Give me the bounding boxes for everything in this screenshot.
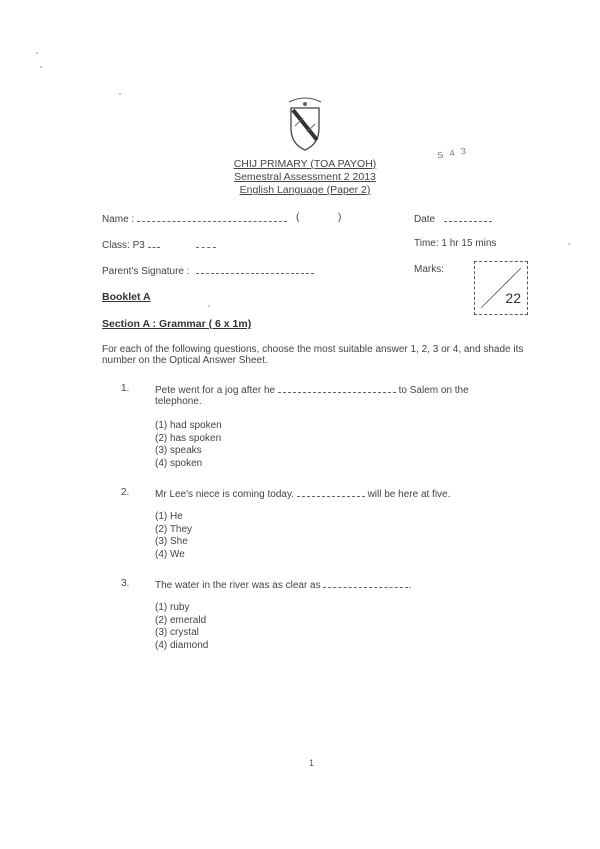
scan-speck	[119, 93, 121, 95]
question-1-line2: telephone.	[155, 396, 202, 407]
scan-speck	[36, 52, 38, 54]
option: (1) He	[155, 511, 183, 522]
instructions: For each of the following questions, choose the most suitable answer 1, 2, 3 or 4, and shade its number on the Optical Answer Sheet.	[102, 344, 524, 366]
question-1-blank	[278, 383, 396, 393]
marks-total: 22	[505, 290, 521, 306]
question-2-before: Mr Lee's niece is coming today.	[155, 489, 295, 500]
question-number: 3.	[121, 578, 130, 589]
class-blank-2	[196, 238, 216, 248]
option: (4) spoken	[155, 457, 203, 469]
question-3-text	[155, 578, 535, 592]
parent-signature-field	[102, 264, 314, 277]
class-value: P3	[132, 240, 145, 251]
assessment-title: Semestral Assessment 2 2013	[234, 171, 376, 183]
question-2-text	[155, 487, 535, 501]
option: (4) diamond	[155, 639, 209, 651]
scan-speck	[568, 243, 570, 245]
date-label: Date	[414, 214, 436, 225]
school-name: CHIJ PRIMARY (TOA PAYOH)	[233, 158, 377, 170]
question-3-before: The water in the river was as clear as	[155, 580, 321, 591]
class-label: Class:	[102, 240, 130, 251]
parent-signature-label: Parent's Signature :	[102, 266, 190, 277]
option: (2) emerald	[155, 614, 207, 626]
option: (4) We	[155, 548, 185, 560]
option: (2) They	[155, 523, 193, 535]
booklet-heading: Booklet A	[102, 291, 151, 303]
question-1-options	[155, 420, 222, 470]
option: (3) She	[155, 536, 188, 547]
question-2-after: will be here at five.	[367, 489, 451, 500]
question-1-after: to Salem on the	[398, 385, 469, 396]
option: (2) has spoken	[155, 432, 222, 444]
question-3-options	[155, 602, 208, 652]
option: (3) speaks	[155, 445, 202, 456]
marks-label: Marks:	[414, 264, 444, 275]
question-1-before: Pete went for a jog after he	[155, 385, 276, 396]
question-1-text	[155, 383, 535, 397]
scan-speck	[208, 305, 210, 307]
handwritten-note: S 4 3	[436, 145, 469, 161]
school-crest-icon	[283, 96, 327, 154]
name-blank	[137, 212, 287, 222]
date-field	[414, 212, 492, 225]
question-2-blank	[297, 487, 365, 497]
option: (3) crystal	[155, 627, 199, 638]
register-number-paren-close: )	[338, 212, 342, 223]
class-blank	[148, 238, 160, 248]
option: (1) had spoken	[155, 420, 222, 431]
paper-title: English Language (Paper 2)	[239, 184, 371, 196]
page-number: 1	[309, 758, 315, 768]
date-blank	[444, 212, 492, 222]
parent-signature-blank	[196, 264, 314, 274]
question-number: 2.	[121, 487, 130, 498]
name-label: Name :	[102, 214, 135, 225]
time-label: Time: 1 hr 15 mins	[414, 238, 497, 249]
question-3-blank	[323, 578, 408, 588]
section-heading: Section A : Grammar ( 6 x 1m)	[102, 318, 252, 330]
class-field	[102, 238, 216, 251]
scan-speck	[40, 66, 42, 68]
question-number: 1.	[121, 383, 130, 394]
option: (1) ruby	[155, 602, 190, 613]
marks-box	[474, 261, 528, 315]
name-field	[102, 212, 287, 225]
register-number-paren-open: (	[296, 212, 300, 223]
question-3-after: .	[408, 580, 412, 591]
marks-slash-icon	[475, 262, 527, 314]
question-2-options	[155, 511, 192, 561]
